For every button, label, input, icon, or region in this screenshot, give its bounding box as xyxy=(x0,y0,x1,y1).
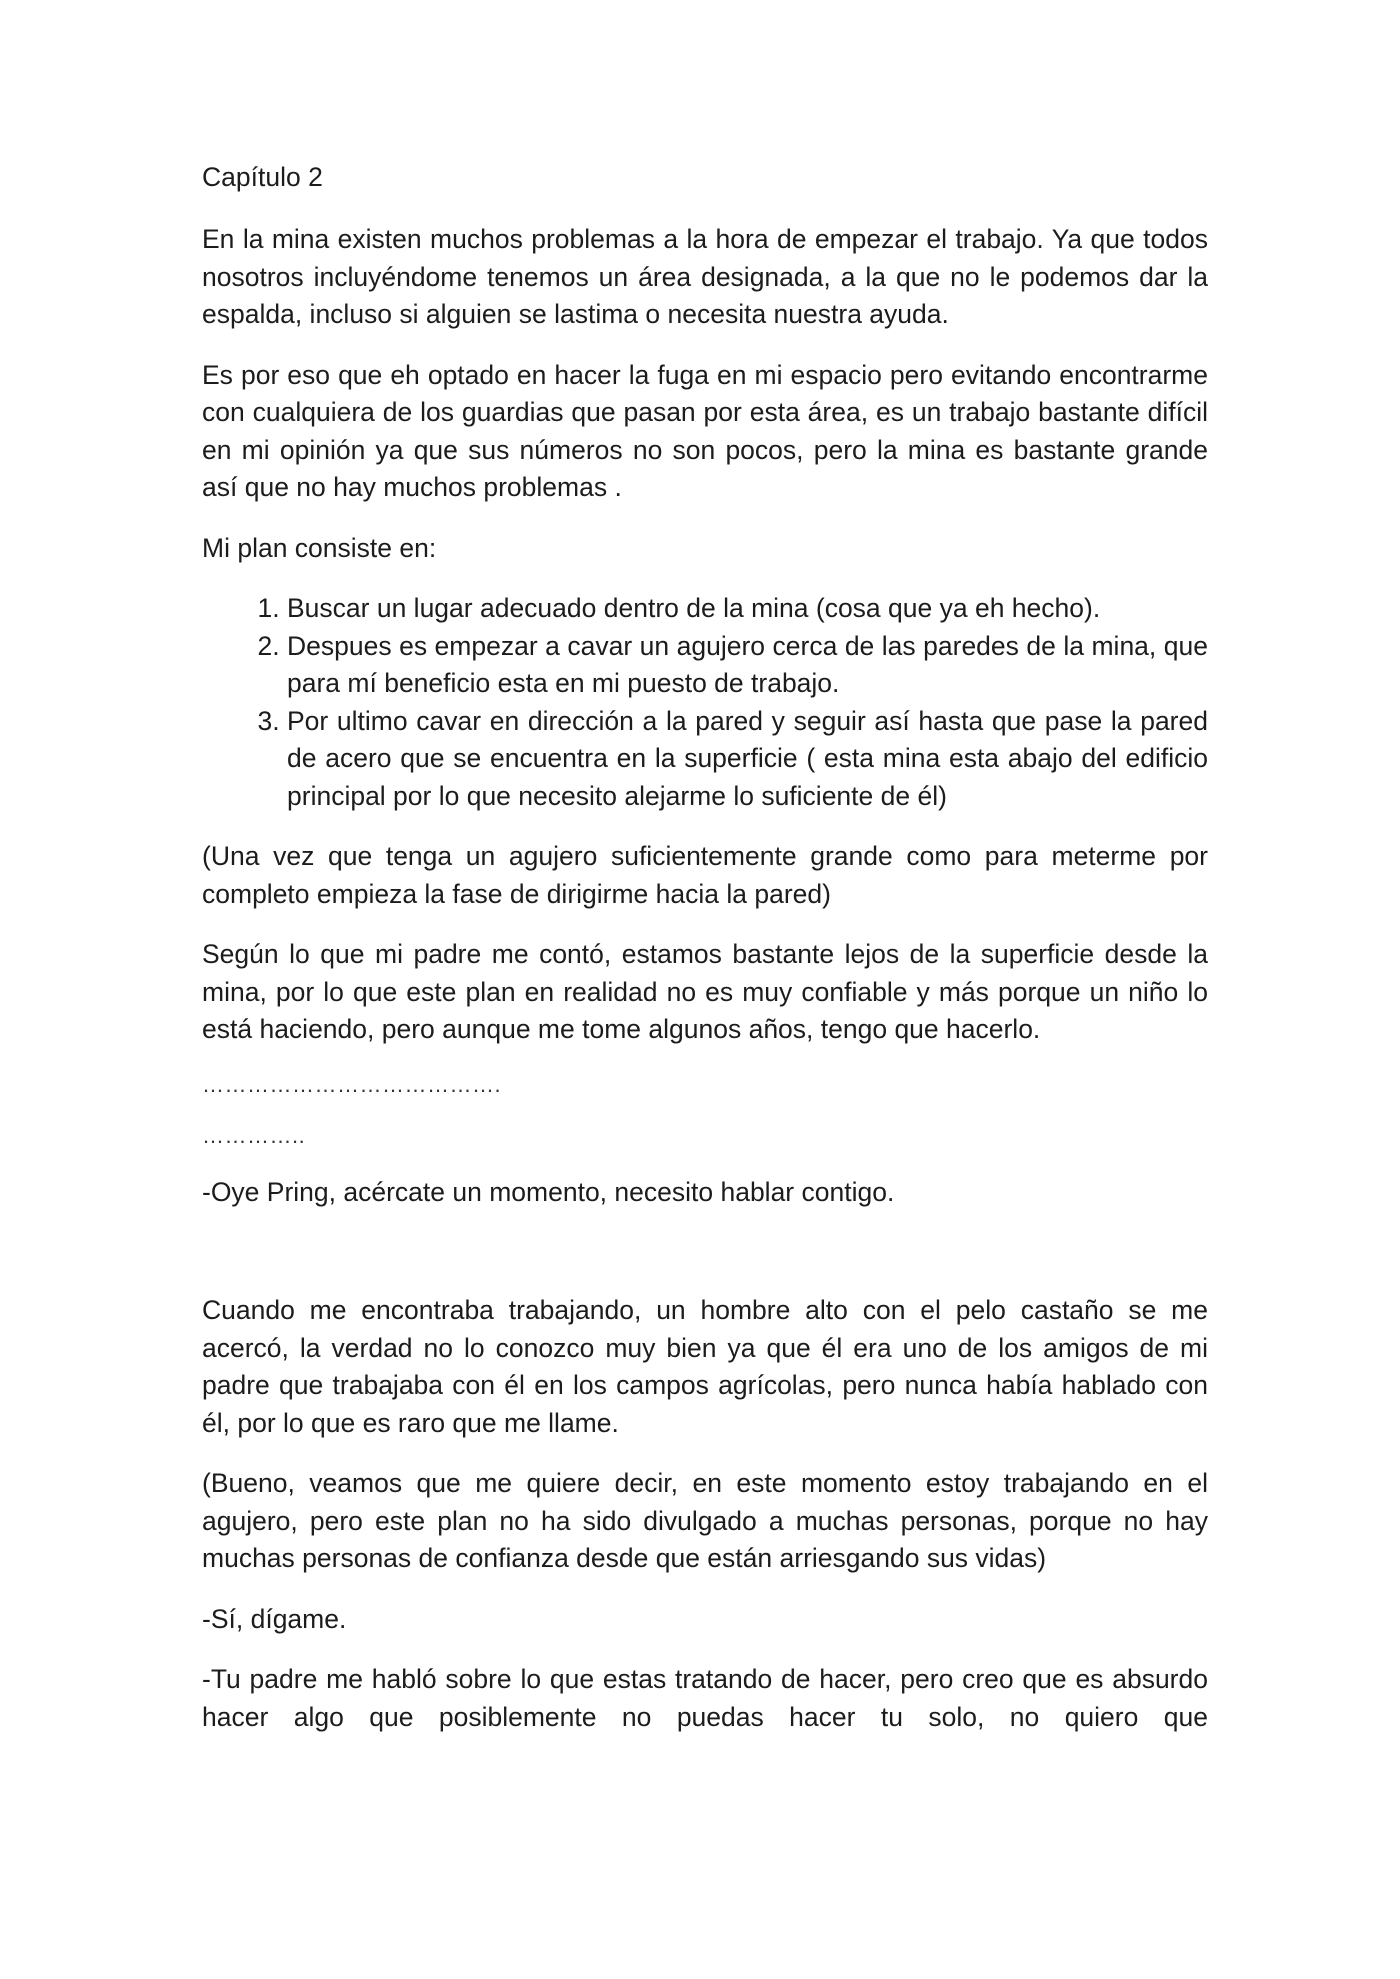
plan-step-list xyxy=(202,590,1208,815)
chapter-heading: Capítulo 2 xyxy=(202,162,323,192)
plan-step-3: 3. Por ultimo cavar en dirección a la pared y seguir así hasta que pase la pared de acero que se encuentra en la superficie ( esta mina esta abajo del edificio principal por lo que necesito alejarme lo suficiente de él) xyxy=(287,703,1208,816)
separator-long: …………………………………. xyxy=(202,1071,502,1097)
plan-step-2: 2. Despues es empezar a cavar un agujero cerca de las paredes de la mina, que para mí beneficio esta en mi puesto de trabajo. xyxy=(287,628,1208,703)
paragraph-inner-thought: (Bueno, veamos que me quiere decir, en este momento estoy trabajando en el agujero, pero este plan no ha sido divulgado a muchas personas, porque no hay muchas personas de confianza desde que están arriesgando sus vidas) xyxy=(202,1468,1208,1573)
paragraph-hole-phase: (Una vez que tenga un agujero suficientemente grande como para meterme por completo empieza la fase de dirigirme hacia la pared) xyxy=(202,841,1208,909)
dialogue-reply: -Sí, dígame. xyxy=(202,1603,347,1634)
dialogue-man-speech: -Tu padre me habló sobre lo que estas tratando de hacer, pero creo que es absurdo hacer algo que posiblemente no puedas hacer tu solo, no quiero que xyxy=(202,1664,1208,1732)
separator-short: ………….. xyxy=(202,1122,306,1148)
paragraph-tall-man: Cuando me encontraba trabajando, un hombre alto con el pelo castaño se me acercó, la verdad no lo conozco muy bien ya que él era uno de los amigos de mi padre que trabajaba con él en los campos agrícolas, pero nunca había hablado con él, por lo que es raro que me llame. xyxy=(202,1295,1208,1438)
blank-space xyxy=(202,1234,1208,1292)
dialogue-call: -Oye Pring, acércate un momento, necesito hablar contigo. xyxy=(202,1176,895,1207)
paragraph-mine-problems: En la mina existen muchos problemas a la hora de empezar el trabajo. Ya que todos nosotros incluyéndome tenemos un área designada, a la que no le podemos dar la espalda, incluso si alguien se lastima o necesita nuestra ayuda. xyxy=(202,224,1208,329)
plan-step-1: 1. Buscar un lugar adecuado dentro de la mina (cosa que ya eh hecho). xyxy=(287,590,1208,628)
paragraph-plan-intro: Mi plan consiste en: xyxy=(202,532,437,563)
paragraph-escape-choice: Es por eso que eh optado en hacer la fuga en mi espacio pero evitando encontrarme con cualquiera de los guardias que pasan por esta área, es un trabajo bastante difícil en mi opinión ya que sus números no son pocos, pero la mina es bastante grande así que no hay muchos problemas . xyxy=(202,359,1208,502)
document-page xyxy=(202,158,1208,1759)
paragraph-father-account: Según lo que mi padre me contó, estamos bastante lejos de la superficie desde la mina, por lo que este plan en realidad no es muy confiable y más porque un niño lo está haciendo, pero aunque me tome algunos años, tengo que hacerlo. xyxy=(202,939,1208,1044)
